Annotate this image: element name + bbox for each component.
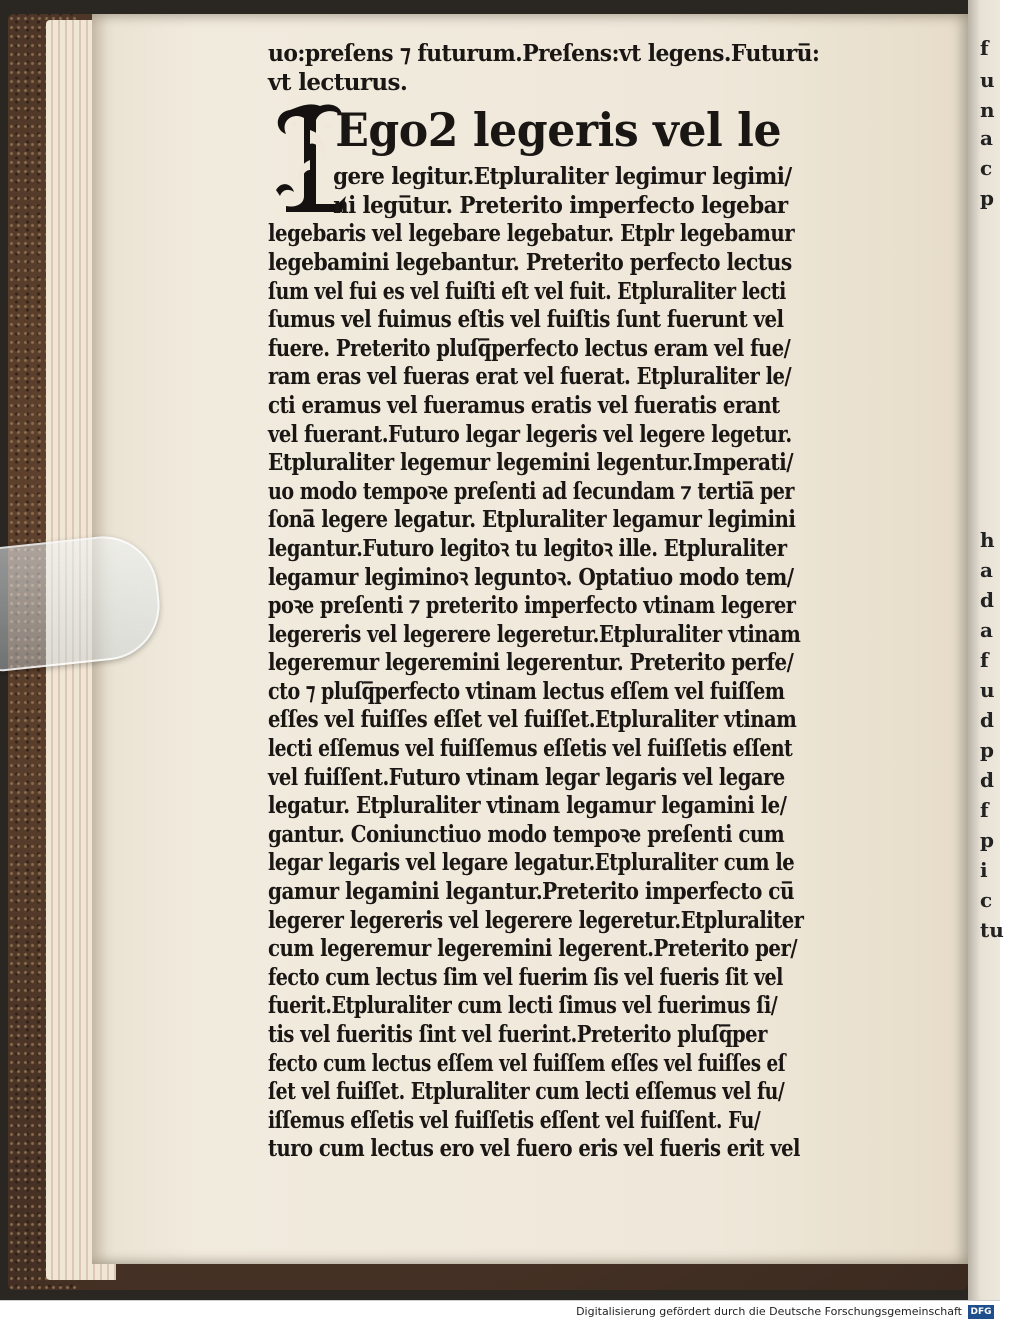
text-line: vt lecturus. — [268, 68, 408, 96]
text-line: lecti eſſemus vel fuiſſemus eſſetis vel fuiſſetis eſſent — [268, 735, 793, 763]
text-line: cti eramus vel fueramus eratis vel fueratis erant — [268, 391, 780, 419]
text-line: fecto cum lectus eſſem vel fuiſſem eſſes vel fuiſſes eſ — [268, 1049, 786, 1077]
text-line: fuere. Preterito pluſq̅perfecto lectus eram vel fue/ — [268, 334, 791, 362]
right-page-fragment: p — [980, 186, 994, 210]
right-page-fragment: d — [980, 588, 994, 612]
text-line: turo cum lectus ero vel fuero eris vel fueris erit vel — [268, 1135, 800, 1163]
right-page-edge — [968, 0, 1004, 1300]
text-line: ſum vel fui es vel fuiſti eſt vel fuit. Etpluraliter lecti — [268, 277, 786, 305]
text-line: gamur legamini legantur.Preterito imperfecto cu̅ — [268, 878, 794, 906]
right-page-fragment: a — [980, 558, 993, 582]
text-line: legatur. Etpluraliter vtinam legamur legamini le/ — [268, 792, 787, 820]
text-line: legebaris vel legebare legebatur. Etplr legebamur — [268, 220, 795, 248]
right-page-fragment: p — [980, 828, 994, 852]
text-line: gantur. Coniunctiuo modo tempoꝛe preſenti cum — [268, 820, 785, 848]
text-line: legebamini legebantur. Preterito perfecto lectus — [268, 248, 792, 276]
text-line: vel fuiſſent.Futuro vtinam legar legaris vel legare — [268, 763, 785, 791]
text-line: fuerit.Etpluraliter cum lecti ſimus vel fuerimus ſi/ — [268, 992, 778, 1020]
text-line: legereris vel legerere legeretur.Etpluraliter vtinam — [268, 620, 801, 648]
text-line: eſſes vel fuiſſes eſſet vel fuiſſet.Etpluraliter vtinam — [268, 706, 797, 734]
right-page-fragment: p — [980, 738, 994, 762]
footer-bar — [0, 1300, 1000, 1324]
text-line: iſſemus eſſetis vel fuiſſetis eſſent vel fuiſſent. Fu/ — [268, 1106, 761, 1134]
text-line: legamur legiminoꝛ leguntoꝛ. Optatiuo modo tem/ — [268, 563, 794, 591]
text-line: ſumus vel fuimus eſtis vel fuiſtis ſunt fuerunt vel — [268, 306, 784, 334]
text-line: ſona̅ legere legatur. Etpluraliter legamur legimini — [268, 506, 796, 534]
page-text — [268, 40, 868, 1164]
right-page-fragment: h — [980, 528, 995, 552]
right-page-fragment: f — [980, 36, 989, 60]
right-page-fragment: f — [980, 798, 989, 822]
text-line: ni legu̅tur. Preterito imperfecto legebar — [333, 191, 788, 219]
text-line: Etpluraliter legemur legemini legentur.Imperati/ — [268, 449, 793, 477]
right-page-fragment: n — [980, 98, 995, 122]
text-line: ſet vel fuiſſet. Etpluraliter cum lecti eſſemus vel fu/ — [268, 1078, 785, 1106]
text-line: uo modo tempoꝛe preſenti ad ſecundam ⁊ tertia̅ per — [268, 477, 794, 505]
right-page-fragment: d — [980, 768, 994, 792]
text-line: poꝛe preſenti ⁊ preterito imperfecto vtinam legerer — [268, 592, 796, 620]
right-page-fragment: a — [980, 618, 993, 642]
text-line: tis vel fueritis ſint vel fuerint.Preterito pluſq̅per — [268, 1021, 767, 1048]
text-line: gere legitur.Etpluraliter legimur legimi/ — [333, 163, 792, 191]
right-page-fragment: u — [980, 68, 995, 92]
text-line: cto ⁊ pluſq̅perfecto vtinam lectus eſſem vel fuiſſem — [268, 677, 785, 705]
right-page-fragment: tu — [980, 918, 1004, 942]
text-line: legar legaris vel legare legatur.Etpluraliter cum le — [268, 849, 795, 877]
heading-line: Ego2 legeris vel le — [335, 103, 782, 158]
right-page-fragment: c — [980, 156, 993, 180]
right-page-fragment: i — [980, 858, 988, 882]
right-page-fragment: a — [980, 126, 993, 150]
text-line: uo:preſens ⁊ futurum.Preſens:vt legens.Futuru̅: — [268, 40, 820, 67]
funding-credit: Digitalisierung gefördert durch die Deutsche Forschungsgemeinschaft — [576, 1305, 962, 1318]
right-page-fragment: c — [980, 888, 993, 912]
text-line: fecto cum lectus ſim vel fuerim ſis vel fueris ſit vel — [268, 963, 783, 991]
text-line: vel fuerant.Futuro legar legeris vel legere legetur. — [268, 420, 792, 448]
text-line: legantur.Futuro legitoꝛ tu legitoꝛ ille. Etpluraliter — [268, 534, 787, 562]
right-page-fragment: d — [980, 708, 994, 732]
text-line: legerer legereris vel legerere legeretur.Etpluraliter — [268, 906, 804, 934]
text-line: legeremur legeremini legerentur. Preterito perfe/ — [268, 649, 794, 677]
dfg-logo: DFG — [968, 1305, 994, 1319]
right-page-fragment: u — [980, 678, 995, 702]
right-page-fragment: f — [980, 648, 989, 672]
text-line: ram eras vel fueras erat vel fuerat. Etpluraliter le/ — [268, 363, 792, 391]
text-line: cum legeremur legeremini legerent.Preterito per/ — [268, 935, 798, 963]
